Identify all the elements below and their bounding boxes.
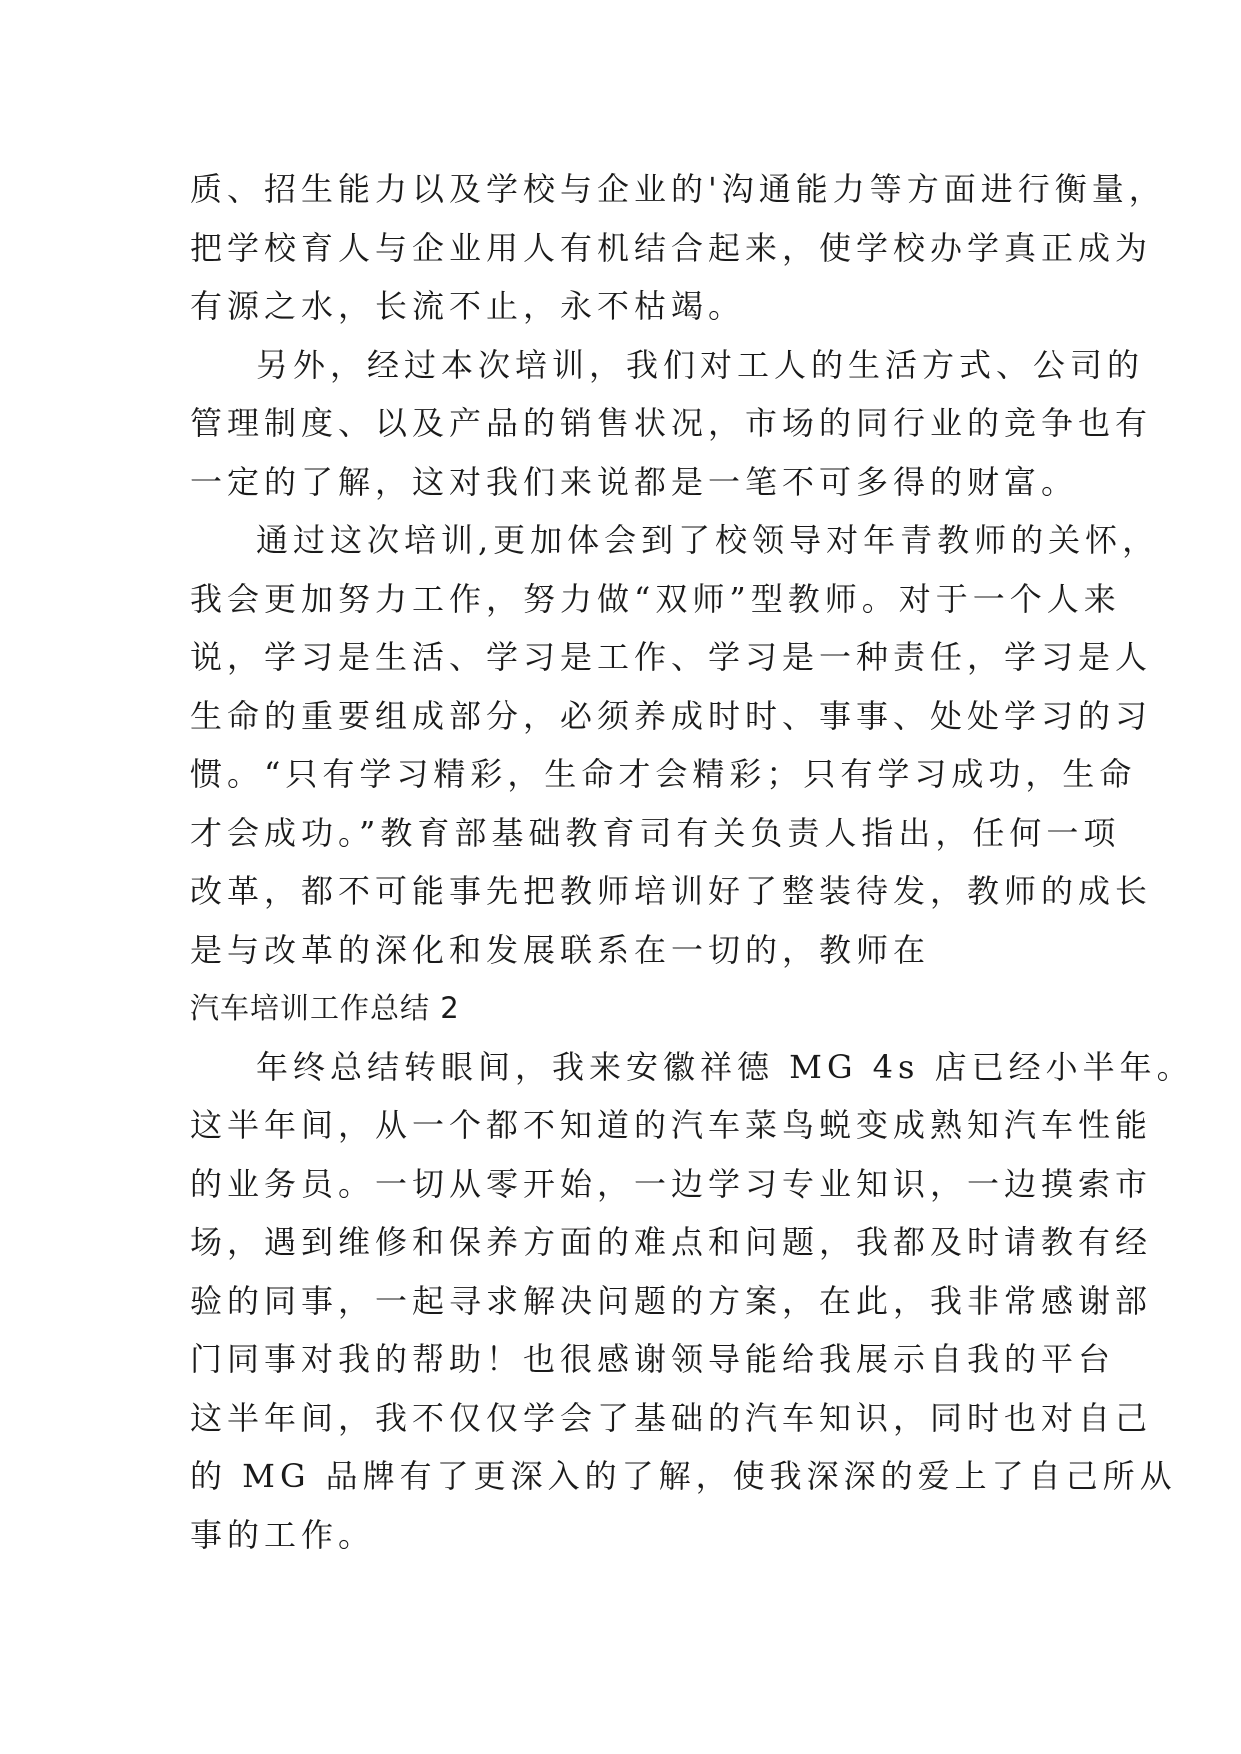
document-body bbox=[190, 160, 1194, 1564]
text-line: 质、招生能力以及学校与企业的'沟通能力等方面进行衡量， bbox=[190, 170, 1166, 208]
text-line: 验的同事，一起寻求解决问题的方案，在此，我非常感谢部 bbox=[190, 1281, 1153, 1320]
text-line: 一定的了解，这对我们来说都是一笔不可多得的财富。 bbox=[190, 462, 1079, 501]
text-line: 我会更加努力工作，努力做“双师”型教师。对于一个人来 bbox=[190, 579, 1121, 618]
text-line: 这半年间，我不仅仅学会了基础的汽车知识，同时也对自己 bbox=[190, 1398, 1153, 1437]
text-line: 把学校育人与企业用人有机结合起来，使学校办学真正成为 bbox=[190, 228, 1153, 267]
text-line: 惯。“只有学习精彩，生命才会精彩；只有学习成功，生命 bbox=[190, 755, 1137, 793]
text-line: 事的工作。 bbox=[190, 1515, 376, 1554]
paragraph-start-line: 通过这次培训,更加体会到了校领导对年青教师的关怀， bbox=[256, 521, 1160, 559]
text-line: 生命的重要组成部分，必须养成时时、事事、处处学习的习 bbox=[190, 696, 1153, 735]
paragraph-start-line: 年终总结转眼间，我来安徽祥德 MG 4s 店已经小半年。 bbox=[256, 1047, 1194, 1086]
paragraph-start-line: 另外，经过本次培训，我们对工人的生活方式、公司的 bbox=[256, 345, 1145, 384]
text-line: 场，遇到维修和保养方面的难点和问题，我都及时请教有经 bbox=[190, 1223, 1153, 1261]
text-line: 改革，都不可能事先把教师培训好了整装待发，教师的成长 bbox=[190, 872, 1153, 910]
text-line: 门同事对我的帮助！也很感谢领导能给我展示自我的平台 bbox=[190, 1340, 1116, 1378]
text-line: 有源之水，长流不止，永不枯竭。 bbox=[190, 287, 746, 325]
text-line: 的 MG 品牌有了更深入的了解，使我深深的爱上了自己所从 bbox=[190, 1457, 1177, 1495]
text-line: 是与改革的深化和发展联系在一切的，教师在 bbox=[190, 930, 931, 969]
text-line: 说，学习是生活、学习是工作、学习是一种责任，学习是人 bbox=[190, 638, 1153, 676]
text-line: 才会成功。”教育部基础教育司有关负责人指出，任何一项 bbox=[190, 813, 1121, 852]
text-line: 的业务员。一切从零开始，一边学习专业知识，一边摸索市 bbox=[190, 1164, 1153, 1203]
text-line: 这半年间，从一个都不知道的汽车菜鸟蜕变成熟知汽车性能 bbox=[190, 1106, 1153, 1144]
section-heading: 汽车培训工作总结 2 bbox=[190, 991, 460, 1025]
text-line: 管理制度、以及产品的销售状况，市场的同行业的竞争也有 bbox=[190, 404, 1153, 442]
